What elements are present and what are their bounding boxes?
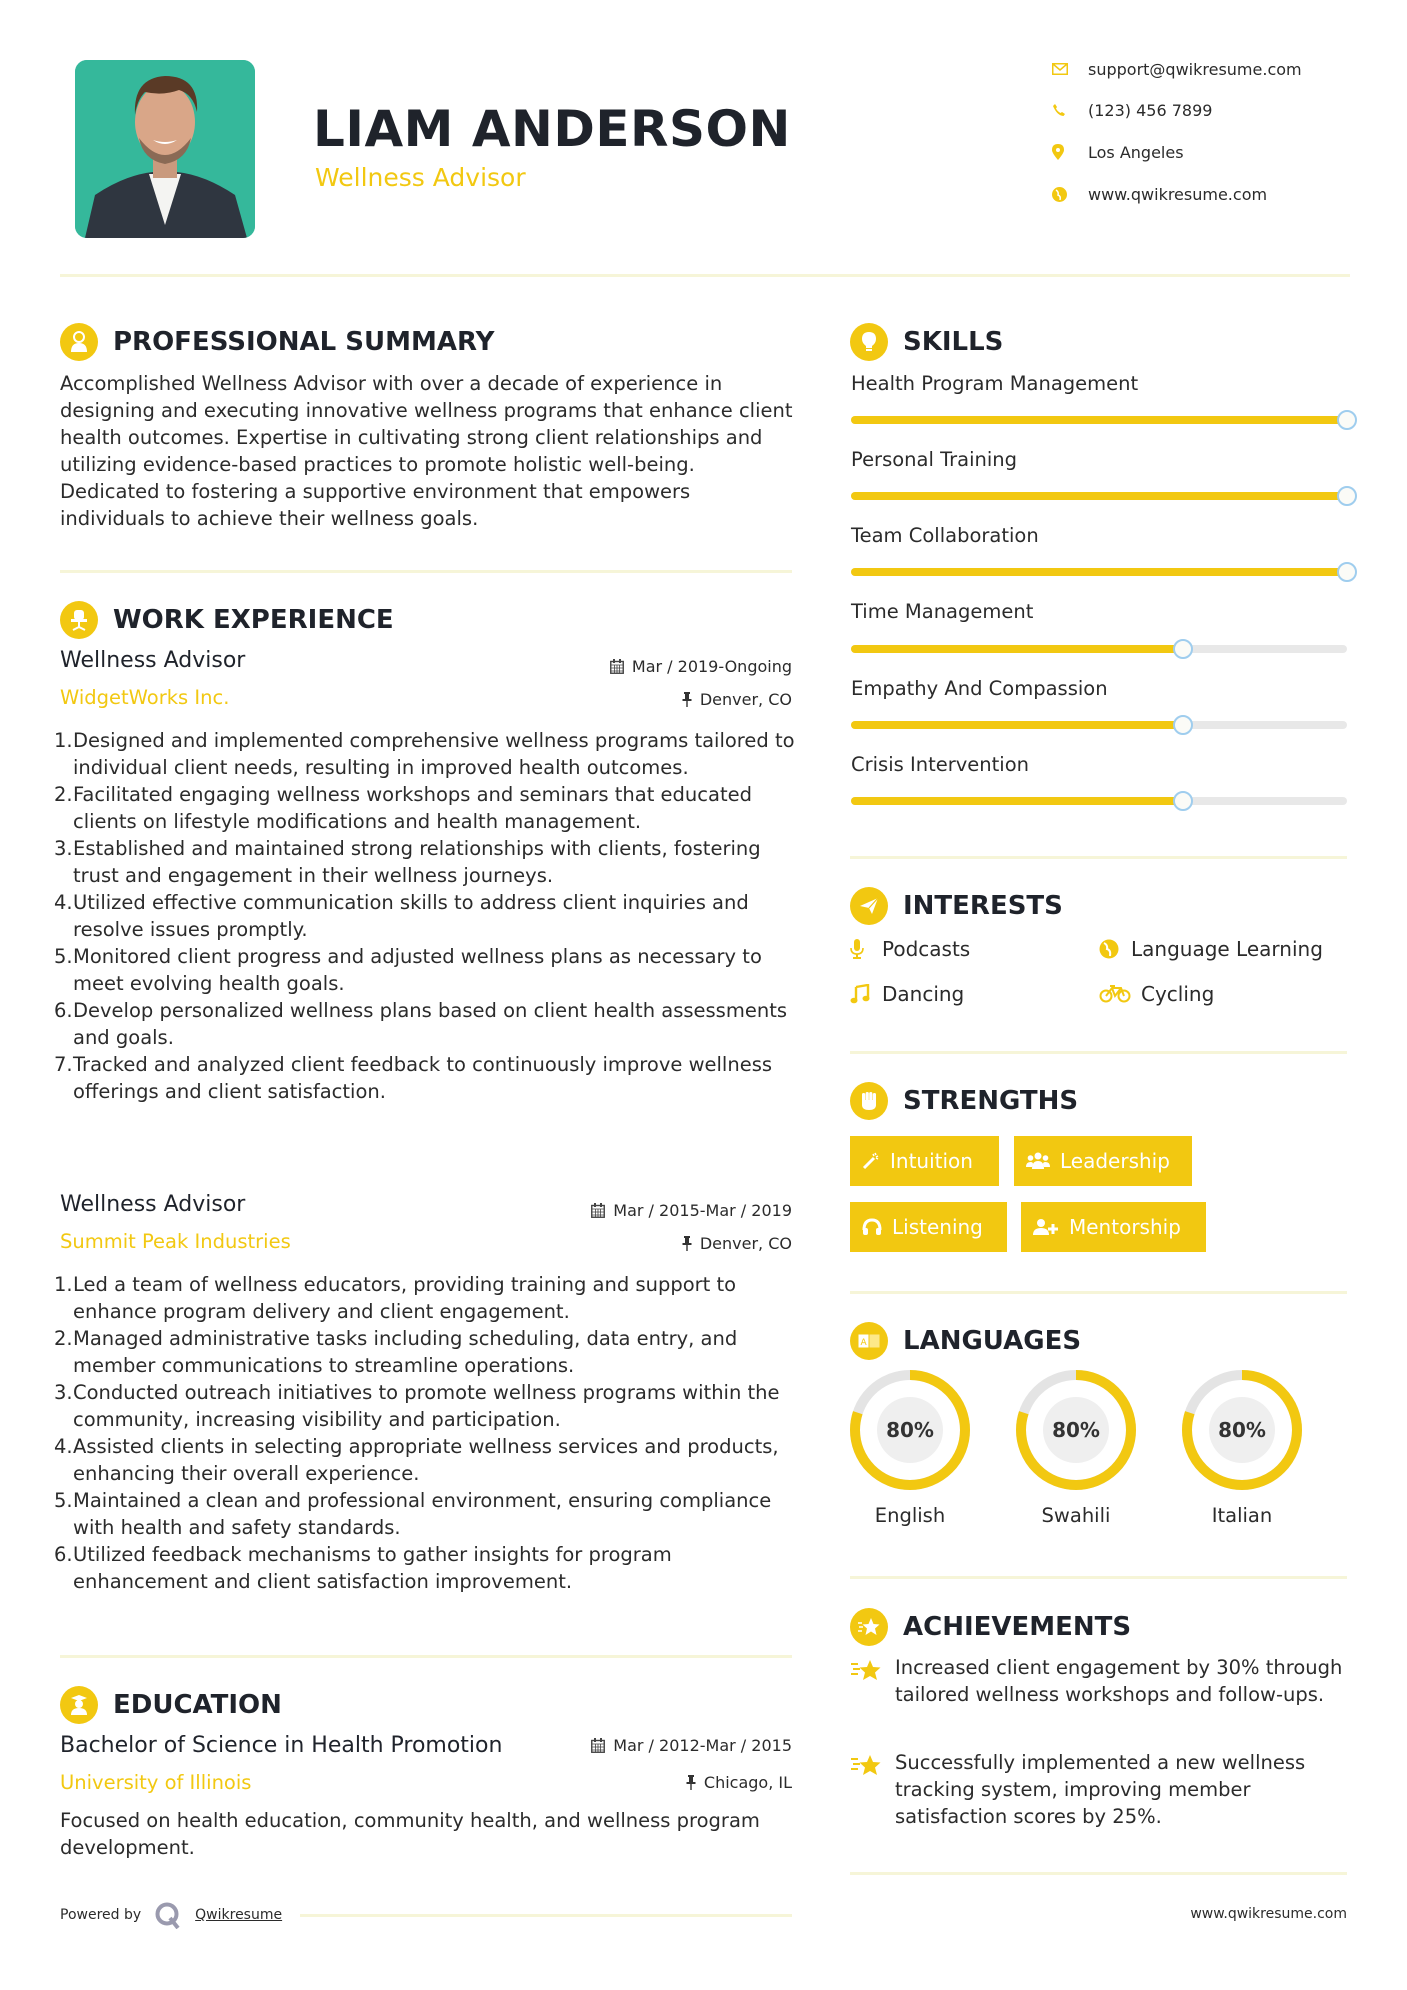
skill-bar-fill [851, 568, 1347, 576]
svg-text:80%: 80% [886, 1418, 934, 1442]
job-date: Mar / 2019-Ongoing [500, 657, 792, 676]
envelope-icon [1050, 63, 1088, 75]
office-chair-icon [60, 601, 98, 639]
phone-icon [1050, 103, 1088, 117]
graduate-icon [60, 1686, 98, 1724]
profile-photo [75, 60, 255, 238]
education-heading [60, 1685, 282, 1725]
summary-text: Accomplished Wellness Advisor with over a decade of experience in designing and executing innovative wellness programs that enhance client health outcomes. Expertise in cultivating strong client relationships and utilizing evidence-based practices to promote holistic well-being. Dedicated to fostering a supportive environment that empowers individuals to achieve their wellness goals. [60, 372, 793, 530]
language-ring [1180, 1368, 1304, 1492]
shooting-star-icon [850, 1749, 895, 1830]
shooting-star-icon [850, 1654, 895, 1708]
skill-label: Crisis Intervention [851, 753, 1030, 776]
skills-title: SKILLS [903, 327, 1004, 357]
summary-title: PROFESSIONAL SUMMARY [113, 327, 495, 357]
skills-divider [850, 856, 1347, 859]
skill-bar-fill [851, 645, 1183, 653]
list-item: 3. Established and maintained strong relationships with clients, fostering trust and engagement in their wellness journeys. [54, 837, 761, 887]
skill-bar-knob [1337, 486, 1357, 506]
interest-item: Cycling [1099, 980, 1214, 1008]
interest-item: Dancing [850, 980, 964, 1008]
list-item: 3. Conducted outreach initiatives to promote wellness programs within the community, increasing visibility and participation. [54, 1381, 780, 1431]
skill-bar-knob [1337, 562, 1357, 582]
strength-tag: Mentorship [1021, 1202, 1206, 1252]
magic-wand-icon [862, 1152, 880, 1170]
strengths-divider [850, 1291, 1347, 1294]
lightbulb-icon [850, 323, 888, 361]
calendar-icon [591, 1203, 605, 1218]
calendar-icon [610, 659, 624, 674]
user-plus-icon [1033, 1218, 1059, 1236]
interests-heading [850, 886, 1063, 926]
job-bullets [55, 727, 800, 1105]
bicycle-icon [1099, 985, 1141, 1003]
language-item [1180, 1368, 1304, 1527]
interests-divider [850, 1051, 1347, 1054]
list-item: 5. Monitored client progress and adjusted wellness plans as necessary to meet evolving health goals. [54, 945, 762, 995]
candidate-role: Wellness Advisor [315, 163, 526, 192]
footer-powered-by [60, 1900, 282, 1930]
strength-tag: Intuition [850, 1136, 999, 1186]
job-date: Mar / 2015-Mar / 2019 [500, 1201, 792, 1220]
languages-title: LANGUAGES [903, 1326, 1082, 1356]
list-item: 7. Tracked and analyzed client feedback to continuously improve wellness offerings and client satisfaction. [54, 1053, 773, 1103]
list-item: 4. Utilized effective communication skills to address client inquiries and resolve issues promptly. [54, 891, 749, 941]
contact-location [1050, 140, 1380, 164]
globe-icon [1050, 187, 1088, 202]
skill-label: Empathy And Compassion [851, 677, 1108, 700]
skill-label: Health Program Management [851, 372, 1139, 395]
candidate-name: LIAM ANDERSON [313, 100, 791, 158]
contact-phone-text: (123) 456 7899 [1088, 100, 1213, 120]
svg-text:A: A [860, 1338, 867, 1348]
fist-icon [850, 1082, 888, 1120]
company-name: Summit Peak Industries [60, 1230, 291, 1253]
list-item: 1. Designed and implemented comprehensive wellness programs tailored to individual client needs, resulting in improved health outcomes. [54, 729, 795, 779]
language-ring [1014, 1368, 1138, 1492]
school-name: University of Illinois [60, 1771, 252, 1794]
globe-icon [1099, 939, 1131, 959]
experience-divider [60, 1655, 792, 1658]
contact-phone[interactable] [1050, 98, 1380, 122]
job-location: Denver, CO [500, 690, 792, 709]
pushpin-icon [682, 692, 692, 707]
job-title: Wellness Advisor [60, 1192, 246, 1217]
language-ring [848, 1368, 972, 1492]
education-date: Mar / 2012-Mar / 2015 [500, 1736, 792, 1755]
list-item: 4. Assisted clients in selecting appropriate wellness services and products, enhancing their overall experience. [54, 1435, 779, 1485]
translate-icon [850, 1322, 888, 1360]
language-label: English [874, 1504, 946, 1527]
star-badge-icon [850, 1608, 888, 1646]
language-label: Italian [1211, 1504, 1273, 1527]
interest-item: Podcasts [850, 935, 970, 963]
skill-bar-fill [851, 492, 1347, 500]
skill-bar-fill [851, 416, 1347, 424]
language-label: Swahili [1041, 1504, 1111, 1527]
company-name: WidgetWorks Inc. [60, 686, 230, 709]
languages-heading [850, 1321, 1081, 1361]
contact-website[interactable] [1050, 182, 1380, 206]
skill-label: Personal Training [851, 448, 1018, 471]
skill-bar [851, 721, 1347, 729]
skill-bar-knob [1337, 410, 1357, 430]
skill-bar-fill [851, 797, 1183, 805]
skill-label: Time Management [851, 600, 1034, 623]
education-description: Focused on health education, community health, and wellness program development. [60, 1809, 760, 1859]
skills-heading [850, 322, 1003, 362]
achievement-item: Successfully implemented a new wellness tracking system, improving member satisfaction scores by 25%. [850, 1749, 1350, 1830]
list-item: 1. Led a team of wellness educators, providing training and support to enhance program delivery and client engagement. [54, 1273, 737, 1323]
achievements-divider [850, 1872, 1347, 1875]
list-item: 5. Maintained a clean and professional environment, ensuring compliance with health and safety standards. [54, 1489, 772, 1539]
skill-bar [851, 492, 1347, 500]
strength-tag: Listening [850, 1202, 1007, 1252]
job-location: Denver, CO [500, 1234, 792, 1253]
education-title: EDUCATION [113, 1690, 282, 1720]
skill-bar-knob [1173, 791, 1193, 811]
pushpin-icon [682, 1236, 692, 1251]
interests-title: INTERESTS [903, 891, 1063, 921]
list-item: 2. Facilitated engaging wellness workshops and seminars that educated clients on lifestyle modifications and health management. [54, 783, 752, 833]
paper-plane-icon [850, 887, 888, 925]
language-item [848, 1368, 972, 1527]
skill-bar-fill [851, 721, 1183, 729]
achievements-heading [850, 1607, 1131, 1647]
strengths-heading [850, 1081, 1078, 1121]
contact-email-text: support@qwikresume.com [1088, 59, 1302, 79]
svg-text:80%: 80% [1218, 1418, 1266, 1442]
achievements-title: ACHIEVEMENTS [903, 1612, 1132, 1642]
strength-tag: Leadership [1014, 1136, 1192, 1186]
list-item: 6. Utilized feedback mechanisms to gather insights for program enhancement and client satisfaction improvement. [54, 1543, 672, 1593]
summary-heading [60, 322, 494, 362]
calendar-icon [591, 1738, 605, 1753]
contact-location-text: Los Angeles [1088, 142, 1184, 162]
contact-website-text: www.qwikresume.com [1088, 184, 1268, 204]
languages-divider [850, 1576, 1347, 1579]
achievement-item: Increased client engagement by 30% through tailored wellness workshops and follow-ups. [850, 1654, 1350, 1708]
qwikresume-logo-icon [155, 1901, 181, 1929]
qwikresume-link[interactable]: Qwikresume [195, 1907, 283, 1923]
pushpin-icon [686, 1775, 696, 1790]
skill-bar [851, 797, 1347, 805]
interest-item: Language Learning [1099, 935, 1323, 963]
skill-bar [851, 645, 1347, 653]
skill-bar [851, 568, 1347, 576]
experience-title: WORK EXPERIENCE [113, 605, 394, 635]
experience-heading [60, 600, 394, 640]
skill-bar-knob [1173, 639, 1193, 659]
skill-bar-knob [1173, 715, 1193, 735]
footer-url[interactable]: www.qwikresume.com [1190, 1906, 1347, 1922]
microphone-icon [850, 939, 882, 959]
skill-bar [851, 416, 1347, 424]
summary-divider [60, 570, 792, 573]
list-item: 6. Develop personalized wellness plans based on client health assessments and goals. [54, 999, 787, 1049]
headphones-icon [862, 1218, 882, 1236]
strengths-title: STRENGTHS [903, 1086, 1079, 1116]
skill-label: Team Collaboration [851, 524, 1039, 547]
language-item [1014, 1368, 1138, 1527]
svg-text:80%: 80% [1052, 1418, 1100, 1442]
powered-by-label: Powered by [60, 1907, 142, 1923]
job-bullets [55, 1271, 800, 1595]
list-item: 2. Managed administrative tasks including scheduling, data entry, and member communications to streamline operations. [54, 1327, 738, 1377]
education-location: Chicago, IL [500, 1773, 792, 1792]
job-title: Wellness Advisor [60, 648, 246, 673]
users-icon [1026, 1152, 1050, 1170]
user-icon [60, 323, 98, 361]
footer-divider-left [300, 1914, 792, 1917]
degree-title: Bachelor of Science in Health Promotion [60, 1733, 503, 1758]
map-pin-icon [1050, 144, 1088, 160]
contact-email[interactable] [1050, 57, 1380, 81]
header-divider [60, 274, 1350, 277]
music-note-icon [850, 984, 882, 1004]
